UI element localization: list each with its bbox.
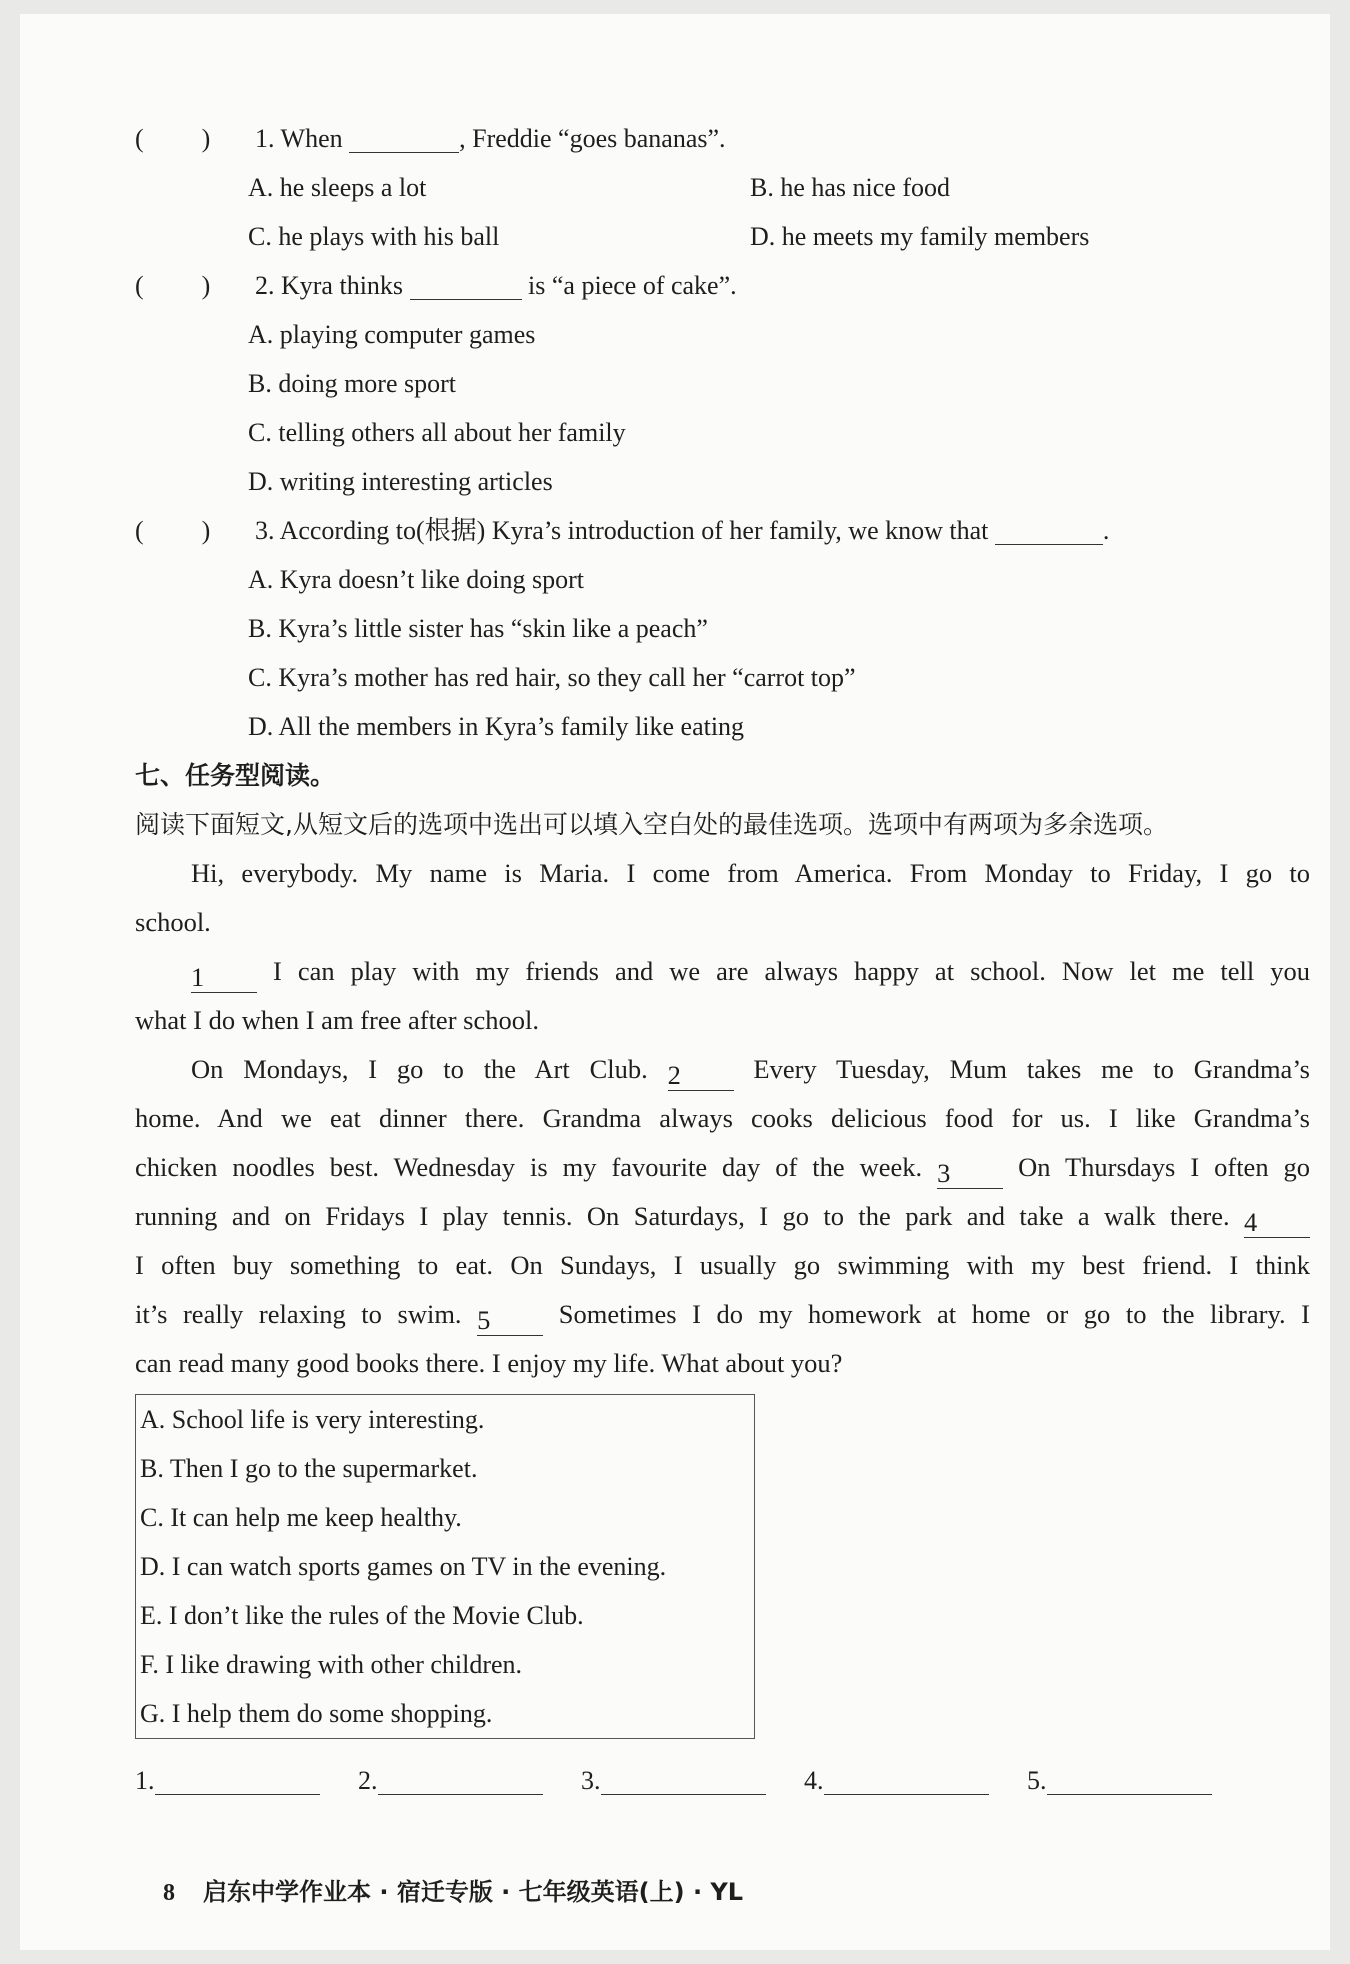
option-d: D. he meets my family members — [750, 222, 1090, 251]
passage-line: 1 I can play with my friends and we are always happy at school. Now let me tell you — [191, 956, 1310, 992]
answer-1: 1. — [135, 1751, 358, 1811]
question-3 — [135, 506, 1310, 555]
answer-blank-4[interactable] — [824, 1764, 989, 1795]
answer-2: 2. — [358, 1751, 581, 1811]
answer-blank-1[interactable] — [155, 1764, 320, 1795]
answer-blank-2[interactable] — [378, 1764, 543, 1795]
option-a: A. Kyra doesn’t like doing sport — [248, 565, 585, 594]
question-stem-end: is “a piece of cake”. — [521, 271, 737, 300]
passage-line: chicken noodles best. Wednesday is my favourite day of the week. 3 On Thursdays I often go — [135, 1152, 1311, 1188]
question-stem: 3. According to(根据) Kyra’s introduction of her family, we know that — [255, 516, 989, 545]
section-title: 七、任务型阅读。 — [135, 761, 336, 790]
passage-line: what I do when I am free after school. — [135, 1005, 539, 1035]
passage-line: home. And we eat dinner there. Grandma always cooks delicious food for us. I like Grandma’s — [135, 1103, 1310, 1133]
page-content — [135, 114, 1310, 1811]
blank-line[interactable] — [349, 122, 459, 153]
passage-line: school. — [135, 907, 211, 937]
choice-g: G. I help them do some shopping. — [140, 1699, 493, 1728]
option-a: A. playing computer games — [248, 320, 536, 349]
gap-4[interactable]: 4 — [1244, 1207, 1310, 1238]
question-stem: 1. When — [255, 124, 343, 153]
choice-b: B. Then I go to the supermarket. — [140, 1454, 478, 1483]
answer-4: 4. — [804, 1751, 1027, 1811]
passage-line: On Mondays, I go to the Art Club. 2 Every Tuesday, Mum takes me to Grandma’s — [191, 1054, 1310, 1090]
gap-1[interactable]: 1 — [191, 962, 257, 993]
page-number: 8 — [163, 1880, 175, 1906]
answer-blank-3[interactable] — [601, 1764, 766, 1795]
question-stem: 2. Kyra thinks — [255, 271, 404, 300]
worksheet-page — [20, 14, 1330, 1950]
option-a: A. he sleeps a lot — [248, 173, 427, 202]
options-row — [135, 212, 1310, 261]
option-c: C. Kyra’s mother has red hair, so they call her “carrot top” — [248, 663, 856, 692]
passage-line: it’s really relaxing to swim. 5 Sometimes I do my homework at home or go to the library. I — [135, 1299, 1311, 1335]
answer-3: 3. — [581, 1751, 804, 1811]
blank-line[interactable] — [995, 514, 1103, 545]
page-footer — [163, 1872, 743, 1907]
option-c: C. he plays with his ball — [248, 222, 500, 251]
option-b: B. he has nice food — [750, 173, 951, 202]
choice-e: E. I don’t like the rules of the Movie Club. — [140, 1601, 584, 1630]
reading-passage — [135, 849, 1310, 1388]
passage-line: running and on Fridays I play tennis. On Saturdays, I go to the park and take a walk there. 4 — [135, 1192, 1310, 1241]
option-c: C. telling others all about her family — [248, 418, 626, 447]
blank-line[interactable] — [410, 269, 522, 300]
choice-f: F. I like drawing with other children. — [140, 1650, 523, 1679]
question-stem-end: , Freddie “goes bananas”. — [459, 124, 726, 153]
question-2 — [135, 261, 1310, 310]
passage-line: Hi, everybody. My name is Maria. I come from America. From Monday to Friday, I go to — [191, 858, 1310, 888]
passage-line: I often buy something to eat. On Sundays, I usually go swimming with my best friend. I think — [135, 1250, 1310, 1280]
option-d: D. All the members in Kyra’s family like eating — [248, 712, 745, 741]
answer-blank-5[interactable] — [1047, 1764, 1212, 1795]
options-row — [135, 163, 1310, 212]
question-1 — [135, 114, 1310, 163]
passage-line: can read many good books there. I enjoy my life. What about you? — [135, 1348, 843, 1378]
option-d: D. writing interesting articles — [248, 467, 553, 496]
choice-d: D. I can watch sports games on TV in the evening. — [140, 1552, 667, 1581]
section-instruction: 阅读下面短文,从短文后的选项中选出可以填入空白处的最佳选项。选项中有两项为多余选项。 — [135, 810, 1168, 839]
answer-parentheses[interactable]: ( ) — [135, 516, 211, 545]
option-b: B. doing more sport — [248, 369, 456, 398]
choice-c: C. It can help me keep healthy. — [140, 1503, 462, 1532]
option-b: B. Kyra’s little sister has “skin like a peach” — [248, 614, 708, 643]
answer-parentheses[interactable]: ( ) — [135, 271, 211, 300]
answer-parentheses[interactable]: ( ) — [135, 124, 211, 153]
choice-a: A. School life is very interesting. — [140, 1405, 485, 1434]
gap-2[interactable]: 2 — [668, 1060, 734, 1091]
choices-box — [135, 1394, 755, 1739]
gap-3[interactable]: 3 — [937, 1158, 1003, 1189]
answer-5: 5. — [1027, 1751, 1250, 1811]
footer-text: 启东中学作业本 · 宿迁专版 · 七年级英语(上) · YL — [203, 1878, 744, 1906]
gap-5[interactable]: 5 — [477, 1305, 543, 1336]
answer-row — [135, 1751, 1310, 1811]
question-stem-end: . — [1102, 516, 1110, 545]
